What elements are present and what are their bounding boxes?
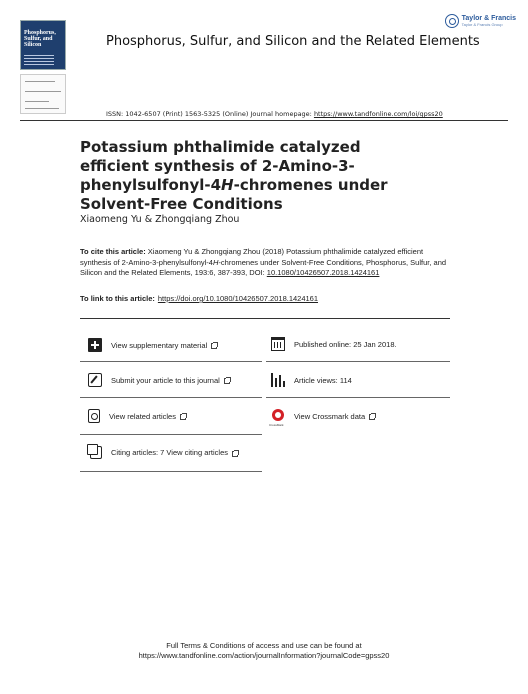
plus-icon xyxy=(88,338,102,352)
citing-articles-link[interactable]: Citing articles: 7 View citing articles xyxy=(90,446,238,459)
journal-homepage-link[interactable]: https://www.tandfonline.com/loi/gpss20 xyxy=(313,110,443,118)
terms-link[interactable]: https://www.tandfonline.com/action/journalInformation?journalCode=gpss20 xyxy=(138,651,390,660)
publisher-logo-icon xyxy=(445,14,459,28)
graphical-abstract-thumbnail xyxy=(20,74,66,114)
publisher-logo xyxy=(445,14,516,28)
crossmark-icon: CrossMark xyxy=(271,409,285,423)
published-online-info: Published online: 25 Jan 2018. xyxy=(271,337,397,351)
cover-lines xyxy=(24,55,54,67)
article-authors: Xiaomeng Yu & Zhongqiang Zhou xyxy=(80,214,240,225)
article-doi-url[interactable]: https://doi.org/10.1080/10426507.2018.1424161 xyxy=(157,294,319,303)
article-link-line: To link to this article: https://doi.org/10.1080/10426507.2018.1424161 xyxy=(80,294,319,303)
issn-line: ISSN: 1042-6507 (Print) 1563-5325 (Online) Journal homepage: https://www.tandfonline.com/loi/gpss20 xyxy=(106,110,443,118)
related-articles-link[interactable]: View related articles xyxy=(88,409,186,423)
publisher-name: Taylor & Francis xyxy=(461,15,516,22)
article-title: Potassium phthalimide catalyzed efficient synthesis of 2-Amino-3-phenylsulfonyl-4H-chromenes under Solvent-Free Conditions xyxy=(80,138,388,213)
edit-icon xyxy=(88,373,102,387)
related-articles-icon xyxy=(88,409,100,423)
supplementary-material-link[interactable]: View supplementary material xyxy=(88,338,217,352)
submit-article-link[interactable]: Submit your article to this journal xyxy=(88,373,230,387)
section-divider xyxy=(80,318,450,319)
bar-chart-icon xyxy=(271,373,285,387)
external-link-icon xyxy=(232,451,238,457)
doi-link[interactable]: 10.1080/10426507.2018.1424161 xyxy=(266,268,380,277)
citing-articles-icon xyxy=(90,446,102,459)
crossmark-link[interactable]: CrossMark View Crossmark data xyxy=(271,409,375,423)
footer: Full Terms & Conditions of access and use can be found at https://www.tandfonline.com/action/journalInformation?journalCode=gpss20 xyxy=(0,641,528,661)
external-link-icon xyxy=(211,343,217,349)
publisher-subname: Taylor & Francis Group xyxy=(461,22,503,27)
article-views-info: Article views: 114 xyxy=(271,373,352,387)
calendar-icon xyxy=(271,337,285,351)
cover-title: Phosphorus, Sulfur, and Silicon xyxy=(24,30,56,48)
external-link-icon xyxy=(224,378,230,384)
journal-title: Phosphorus, Sulfur, and Silicon and the Related Elements xyxy=(106,34,480,49)
header-divider xyxy=(20,120,508,121)
external-link-icon xyxy=(180,414,186,420)
citation-block: To cite this article: Xiaomeng Yu & Zhongqiang Zhou (2018) Potassium phthalimide catalyzed efficient synthesis of 2-Amino-3-phenylsulfonyl-4H-chromenes under Solvent-Free Conditions, Phosphorus, Sulfur, and Silicon and the Related Elements, 193:6, 387-393, DOI: 10.1080/10426507.2018.1424161 xyxy=(80,247,447,277)
external-link-icon xyxy=(369,414,375,420)
journal-cover-image xyxy=(20,20,66,70)
